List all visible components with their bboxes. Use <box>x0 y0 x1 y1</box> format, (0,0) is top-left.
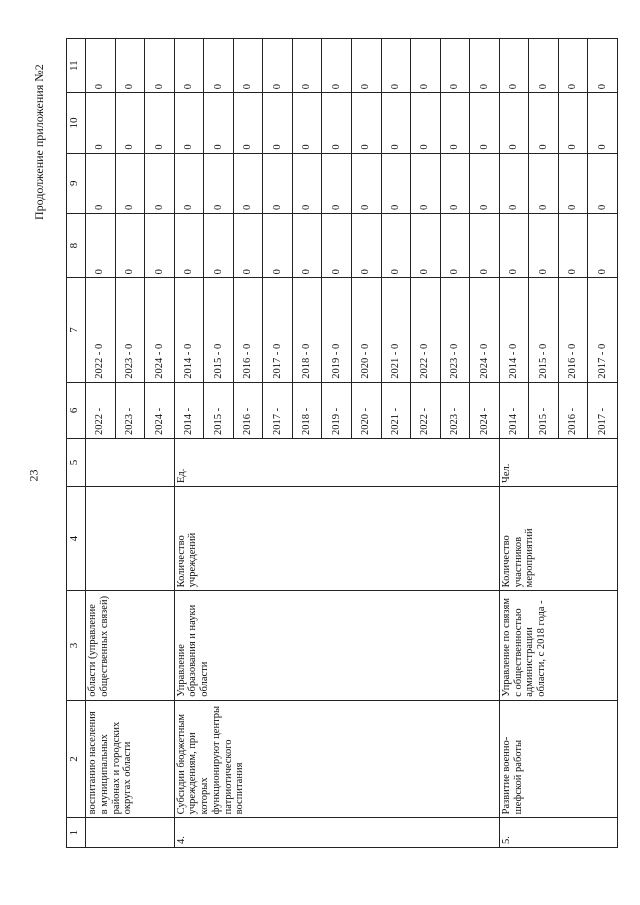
cell-value: 0 <box>558 39 588 92</box>
cell-value: 2024 - <box>478 407 490 435</box>
cell-value: 0 <box>529 39 559 92</box>
cell-value: 0 <box>440 214 470 277</box>
cell-value: 0 <box>381 39 411 92</box>
cell-value: 2019 - 0 <box>322 278 352 381</box>
cell-value: 0 <box>115 214 145 277</box>
column-header: 2 <box>67 700 86 818</box>
column-header: 11 <box>67 39 86 93</box>
cell-value: 0 <box>558 214 588 277</box>
table-row <box>174 39 499 848</box>
cell-value: 0 <box>478 144 490 150</box>
activity-name: воспитанию населения в муниципальных районах и городских округах области <box>86 700 175 818</box>
cell-value: 2014 - 0 <box>175 278 204 381</box>
cell-value: 0 <box>381 214 411 277</box>
cell-value: 2019 - <box>322 383 352 438</box>
cell-value: 2020 - 0 <box>351 278 381 381</box>
executor: Управление по связям с общественностью администрации области, с 2018 года - <box>499 591 617 700</box>
col10-values <box>86 93 175 153</box>
cell-value: 2017 - 0 <box>263 278 293 381</box>
col9-values <box>86 153 175 213</box>
column-header: 8 <box>67 213 86 277</box>
unit <box>86 438 175 486</box>
cell-value: 0 <box>263 39 293 92</box>
cell-value: 0 <box>115 154 145 213</box>
cell-value: 2014 - 0 <box>500 278 529 381</box>
cell-value: 0 <box>478 84 490 90</box>
cell-value: 0 <box>411 214 441 277</box>
cell-value: 2015 - <box>204 383 234 438</box>
cell-value: 0 <box>478 269 490 275</box>
cell-value: 2024 - 0 <box>478 343 490 379</box>
row-number <box>86 818 175 848</box>
cell-value: 0 <box>233 93 263 152</box>
column-header: 10 <box>67 93 86 153</box>
cell-value: 2015 - <box>529 383 559 438</box>
cell-value: 2020 - <box>351 383 381 438</box>
activity-name: Развитие военно-шефской работы <box>499 700 617 818</box>
row-number: 5. <box>499 818 617 848</box>
cell-value: 0 <box>263 214 293 277</box>
cell-value: 0 <box>292 93 322 152</box>
col8-values <box>499 213 617 277</box>
years-list <box>174 382 499 438</box>
cell-value: 0 <box>233 154 263 213</box>
cell-value: 0 <box>233 39 263 92</box>
cell-value: 0 <box>500 39 529 92</box>
data-table <box>66 38 618 848</box>
cell-value: 0 <box>86 93 115 152</box>
cell-value: 2022 - 0 <box>86 278 115 381</box>
cell-value: 0 <box>263 154 293 213</box>
indicator: Количество участников мероприятий <box>499 487 617 591</box>
table-container <box>66 38 618 848</box>
column-header: 3 <box>67 591 86 700</box>
cell-value: 0 <box>153 204 165 210</box>
cell-value: 0 <box>204 39 234 92</box>
cell-value: 0 <box>411 93 441 152</box>
cell-value: 2021 - <box>381 383 411 438</box>
cell-value: 0 <box>411 154 441 213</box>
cell-value: 2021 - 0 <box>381 278 411 381</box>
cell-value: 0 <box>175 39 204 92</box>
cell-value: 0 <box>596 144 608 150</box>
cell-value: 2023 - <box>115 383 145 438</box>
cell-value: 2017 - <box>263 383 293 438</box>
values-list <box>174 278 499 382</box>
cell-value: 0 <box>351 214 381 277</box>
cell-value: 0 <box>204 154 234 213</box>
page-number: 23 <box>26 469 41 482</box>
cell-value: 0 <box>558 93 588 152</box>
cell-value: 0 <box>322 39 352 92</box>
cell-value: 2023 - <box>440 383 470 438</box>
col11-values <box>174 39 499 93</box>
cell-value: 0 <box>500 93 529 152</box>
cell-value: 0 <box>86 39 115 92</box>
col8-values <box>174 213 499 277</box>
cell-value: 0 <box>292 154 322 213</box>
cell-value: 0 <box>411 39 441 92</box>
cell-value: 0 <box>86 154 115 213</box>
cell-value: 2018 - <box>292 383 322 438</box>
table-row <box>499 39 617 848</box>
years-list <box>499 382 617 438</box>
cell-value: 2017 - 0 <box>596 343 608 379</box>
cell-value: 2022 - <box>411 383 441 438</box>
col10-values <box>174 93 499 153</box>
cell-value: 2017 - <box>596 407 608 435</box>
col9-values <box>174 153 499 213</box>
cell-value: 2024 - 0 <box>153 343 165 379</box>
cell-value: 0 <box>153 144 165 150</box>
cell-value: 2023 - 0 <box>115 278 145 381</box>
column-header: 7 <box>67 278 86 382</box>
cell-value: 0 <box>381 93 411 152</box>
executor: области (управление общественных связей) <box>86 591 175 700</box>
cell-value: 0 <box>529 214 559 277</box>
cell-value: 0 <box>381 154 411 213</box>
cell-value: 0 <box>204 214 234 277</box>
cell-value: 2023 - 0 <box>440 278 470 381</box>
cell-value: 2016 - <box>233 383 263 438</box>
cell-value: 0 <box>440 154 470 213</box>
cell-value: 2022 - 0 <box>411 278 441 381</box>
cell-value: 0 <box>440 39 470 92</box>
cell-value: 0 <box>351 154 381 213</box>
cell-value: 0 <box>175 154 204 213</box>
cell-value: 2016 - 0 <box>233 278 263 381</box>
col10-values <box>499 93 617 153</box>
cell-value: 0 <box>263 93 293 152</box>
cell-value: 0 <box>204 93 234 152</box>
cell-value: 0 <box>233 214 263 277</box>
col8-values <box>86 213 175 277</box>
column-header: 1 <box>67 818 86 848</box>
cell-value: 0 <box>529 154 559 213</box>
cell-value: 0 <box>500 154 529 213</box>
cell-value: 0 <box>500 214 529 277</box>
unit: Ед. <box>174 438 499 486</box>
header-row <box>67 39 86 848</box>
col11-values <box>499 39 617 93</box>
cell-value: 0 <box>115 93 145 152</box>
row-number: 4. <box>174 818 499 848</box>
cell-value: 0 <box>596 84 608 90</box>
cell-value: 0 <box>596 204 608 210</box>
cell-value: 2014 - <box>500 383 529 438</box>
cell-value: 0 <box>529 93 559 152</box>
cell-value: 2015 - 0 <box>529 278 559 381</box>
cell-value: 0 <box>351 93 381 152</box>
col9-values <box>499 153 617 213</box>
cell-value: 0 <box>440 93 470 152</box>
column-header: 5 <box>67 438 86 486</box>
cell-value: 2016 - <box>558 383 588 438</box>
cell-value: 2018 - 0 <box>292 278 322 381</box>
values-list <box>86 278 175 382</box>
cell-value: 0 <box>153 84 165 90</box>
cell-value: 0 <box>322 214 352 277</box>
appendix-caption: Продолжение приложения №2 <box>32 64 46 220</box>
cell-value: 0 <box>175 214 204 277</box>
executor: Управление образования и науки области <box>174 591 499 700</box>
table-row <box>86 39 175 848</box>
column-header: 9 <box>67 153 86 213</box>
column-header: 6 <box>67 382 86 438</box>
values-list <box>499 278 617 382</box>
col11-values <box>86 39 175 93</box>
cell-value: 0 <box>322 93 352 152</box>
cell-value: 0 <box>351 39 381 92</box>
activity-name: Субсидии бюджетным учреждениям, при которых функционируют центры патриотического воспитания <box>174 700 499 818</box>
cell-value: 0 <box>322 154 352 213</box>
cell-value: 2024 - <box>153 407 165 435</box>
cell-value: 0 <box>292 214 322 277</box>
cell-value: 2016 - 0 <box>558 278 588 381</box>
cell-value: 2015 - 0 <box>204 278 234 381</box>
cell-value: 2014 - <box>175 383 204 438</box>
years-list <box>86 382 175 438</box>
cell-value: 0 <box>558 154 588 213</box>
cell-value: 0 <box>292 39 322 92</box>
cell-value: 0 <box>478 204 490 210</box>
cell-value: 0 <box>153 269 165 275</box>
unit: Чел. <box>499 438 617 486</box>
cell-value: 0 <box>596 269 608 275</box>
cell-value: 0 <box>115 39 145 92</box>
cell-value: 2022 - <box>86 383 115 438</box>
cell-value: 0 <box>175 93 204 152</box>
column-header: 4 <box>67 487 86 591</box>
cell-value: 0 <box>86 214 115 277</box>
indicator <box>86 487 175 591</box>
indicator: Количество учреждений <box>174 487 499 591</box>
